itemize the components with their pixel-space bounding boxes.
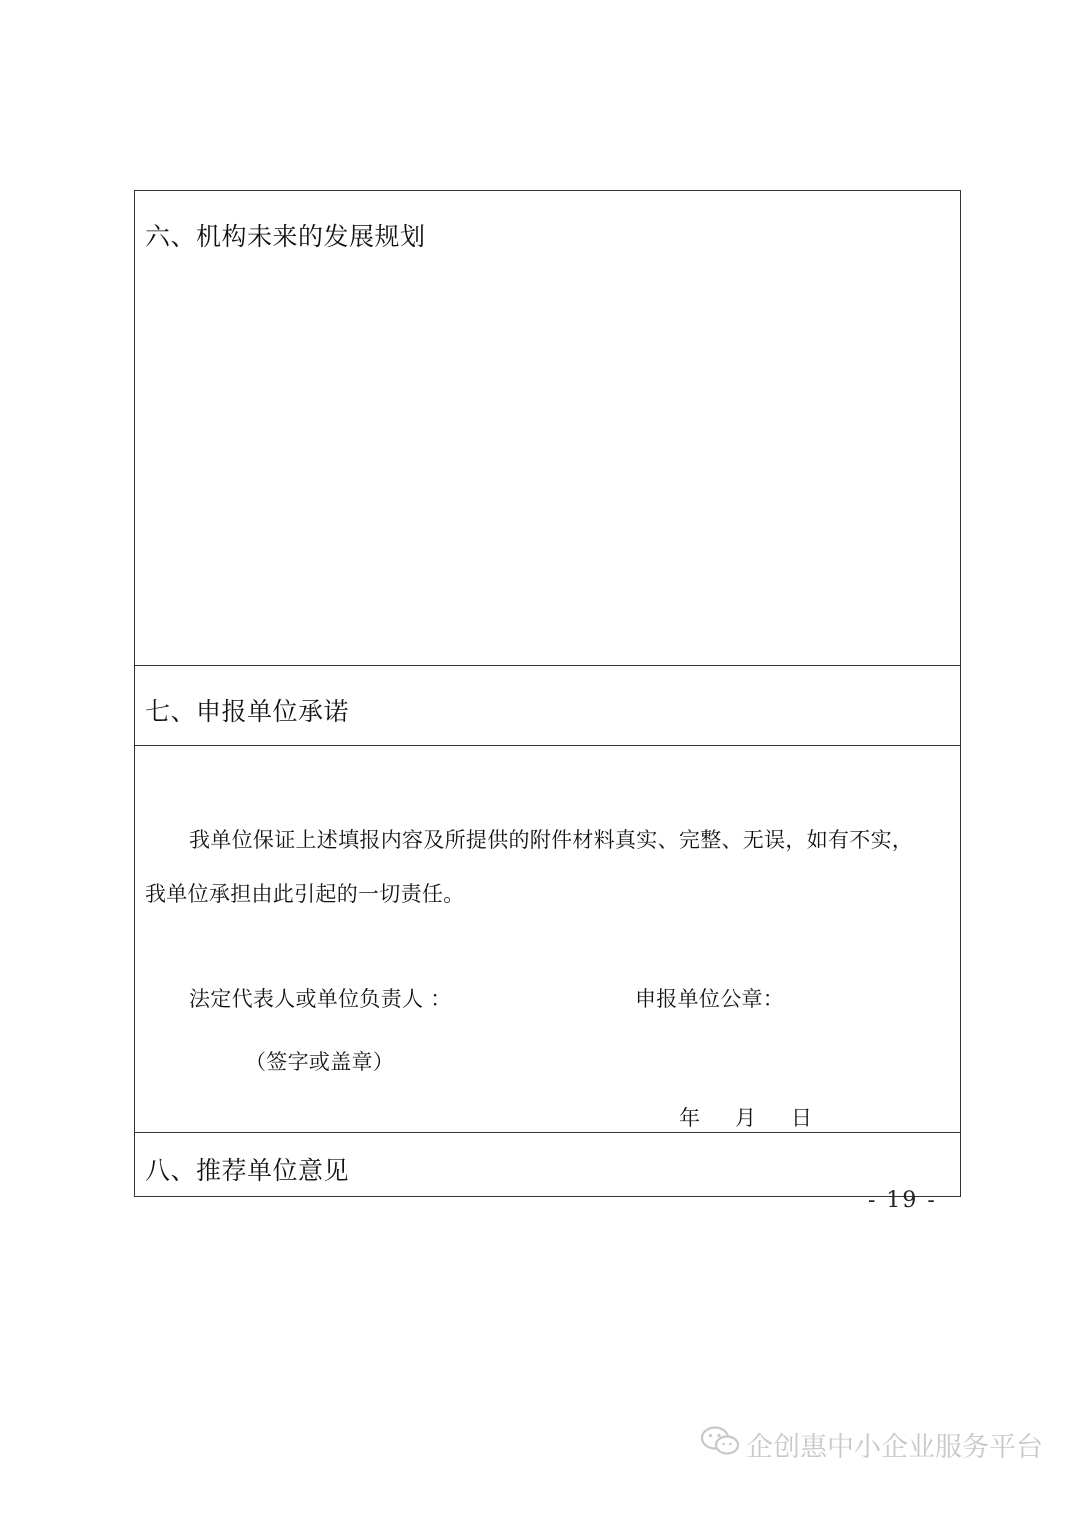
date-row — [679, 1102, 812, 1132]
legal-representative-label: 法定代表人或单位负责人 ： — [189, 987, 452, 1011]
unit-seal-label: 申报单位公章： — [635, 987, 785, 1011]
promise-body-section — [135, 746, 960, 1133]
watermark-text: 企创惠中小企业服务平台 — [746, 1431, 1043, 1463]
promise-statement-line1: 我单位保证上述填报内容及所提供的附件材料真实、完整、无误，如有不实， — [189, 828, 914, 852]
development-plan-section — [135, 191, 960, 666]
recommendation-section — [135, 1133, 960, 1196]
signature-note: （签字或盖章） — [245, 1050, 395, 1074]
date-year-label: 年 — [679, 1106, 700, 1130]
recommendation-title: 八、推荐单位意见 — [145, 1156, 350, 1185]
development-plan-title: 六、机构未来的发展规划 — [145, 222, 426, 251]
promise-title-section — [135, 666, 960, 746]
date-month-label: 月 — [735, 1106, 756, 1130]
promise-title: 七、申报单位承诺 — [145, 697, 350, 726]
promise-statement-line2: 我单位承担由此引起的一切责任。 — [145, 882, 465, 906]
page-number: - 19 - — [868, 1188, 937, 1213]
wechat-icon — [700, 1424, 746, 1465]
date-day-label: 日 — [791, 1106, 812, 1130]
application-form-table — [134, 190, 961, 1197]
watermark — [700, 1424, 1043, 1464]
